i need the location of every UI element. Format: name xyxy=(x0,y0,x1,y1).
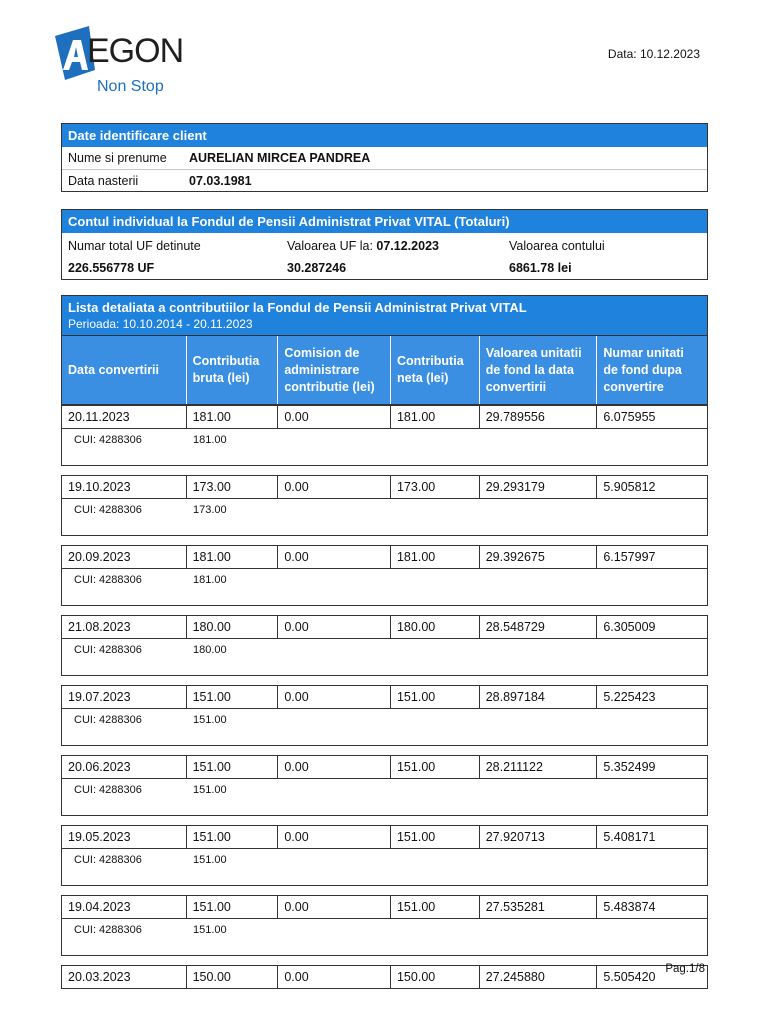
row-date: 20.03.2023 xyxy=(68,970,131,984)
table-row xyxy=(61,965,708,989)
contributions-list-header xyxy=(61,295,708,335)
total-units-value: 226.556778 UF xyxy=(68,261,155,275)
client-name-label: Nume si prenume xyxy=(68,151,167,165)
cui-row xyxy=(61,849,708,886)
cui-code: CUI: 4288306 xyxy=(74,434,142,446)
table-row xyxy=(61,685,708,709)
table-row xyxy=(61,405,708,429)
client-identification-box xyxy=(61,123,708,192)
cui-code: CUI: 4288306 xyxy=(74,574,142,586)
cui-amount: 181.00 xyxy=(193,574,227,586)
row-date: 19.04.2023 xyxy=(68,900,131,914)
cui-amount: 151.00 xyxy=(193,854,227,866)
row-gross: 180.00 xyxy=(186,616,278,638)
row-fee: 0.00 xyxy=(277,966,390,988)
cui-row xyxy=(61,919,708,956)
client-dob-label: Data nasterii xyxy=(68,173,139,188)
cui-row xyxy=(61,779,708,816)
row-date: 19.10.2023 xyxy=(68,480,131,494)
row-gross: 150.00 xyxy=(186,966,278,988)
row-units: 5.905812 xyxy=(596,476,707,498)
cui-code: CUI: 4288306 xyxy=(74,924,142,936)
row-units: 5.483874 xyxy=(596,896,707,918)
row-net: 151.00 xyxy=(390,826,479,848)
totals-grid xyxy=(62,233,707,279)
cui-row xyxy=(61,639,708,676)
aegon-logo xyxy=(55,26,205,100)
row-unit-value: 28.897184 xyxy=(479,686,597,708)
client-box-title: Date identificare client xyxy=(62,124,707,147)
row-fee: 0.00 xyxy=(277,756,390,778)
column-header-fee: Comision de administrare contributie (lei) xyxy=(277,336,390,404)
contributions-list-title: Lista detaliata a contributiilor la Fondul de Pensii Administrat Privat VITAL xyxy=(68,300,527,315)
row-units: 6.075955 xyxy=(596,406,707,428)
row-units: 5.225423 xyxy=(596,686,707,708)
row-net: 151.00 xyxy=(390,896,479,918)
row-gross: 151.00 xyxy=(186,896,278,918)
row-net: 181.00 xyxy=(390,406,479,428)
row-fee: 0.00 xyxy=(277,476,390,498)
row-net: 151.00 xyxy=(390,686,479,708)
unit-value-label-text: Valoarea UF la: xyxy=(287,239,377,253)
row-unit-value: 27.920713 xyxy=(479,826,597,848)
cui-row xyxy=(61,709,708,746)
table-header-row xyxy=(61,335,708,405)
row-net: 181.00 xyxy=(390,546,479,568)
column-header-date: Data convertirii xyxy=(68,362,160,377)
table-row xyxy=(61,755,708,779)
row-units: 6.157997 xyxy=(596,546,707,568)
cui-row xyxy=(61,429,708,466)
row-gross: 151.00 xyxy=(186,756,278,778)
row-date: 19.07.2023 xyxy=(68,690,131,704)
logo-tagline: Non Stop xyxy=(97,78,164,95)
cui-amount: 151.00 xyxy=(193,784,227,796)
totals-box-title: Contul individual la Fondul de Pensii Administrat Privat VITAL (Totaluri) xyxy=(62,210,707,233)
unit-value-date: 07.12.2023 xyxy=(376,239,439,253)
row-gross: 151.00 xyxy=(186,686,278,708)
row-date: 21.08.2023 xyxy=(68,620,131,634)
row-date: 19.05.2023 xyxy=(68,830,131,844)
unit-value-label xyxy=(287,235,509,257)
page-number: Pag.1/8 xyxy=(665,963,705,975)
row-gross: 173.00 xyxy=(186,476,278,498)
cui-amount: 180.00 xyxy=(193,644,227,656)
cui-code: CUI: 4288306 xyxy=(74,854,142,866)
row-unit-value: 28.211122 xyxy=(479,756,597,778)
row-date: 20.11.2023 xyxy=(68,410,130,424)
row-date: 20.06.2023 xyxy=(68,760,131,774)
account-value-col xyxy=(509,235,605,279)
row-fee: 0.00 xyxy=(277,826,390,848)
row-unit-value: 28.548729 xyxy=(479,616,597,638)
table-row xyxy=(61,615,708,639)
row-fee: 0.00 xyxy=(277,546,390,568)
contributions-list xyxy=(61,295,708,989)
table-row xyxy=(61,825,708,849)
client-dob-row xyxy=(62,169,707,191)
row-units: 5.352499 xyxy=(596,756,707,778)
cui-row xyxy=(61,569,708,606)
row-gross: 151.00 xyxy=(186,826,278,848)
cui-code: CUI: 4288306 xyxy=(74,784,142,796)
table-row xyxy=(61,545,708,569)
row-fee: 0.00 xyxy=(277,896,390,918)
document-date: Data: 10.12.2023 xyxy=(607,47,700,61)
account-totals-box xyxy=(61,209,708,280)
row-date: 20.09.2023 xyxy=(68,550,131,564)
row-net: 180.00 xyxy=(390,616,479,638)
total-units-label: Numar total UF detinute xyxy=(68,239,201,253)
client-dob-value: 07.03.1981 xyxy=(189,173,252,188)
row-fee: 0.00 xyxy=(277,686,390,708)
cui-amount: 151.00 xyxy=(193,924,227,936)
table-row xyxy=(61,895,708,919)
row-gross: 181.00 xyxy=(186,406,278,428)
row-unit-value: 27.245880 xyxy=(479,966,597,988)
cui-code: CUI: 4288306 xyxy=(74,504,142,516)
unit-value-col xyxy=(287,235,509,279)
account-value-label: Valoarea contului xyxy=(509,239,605,253)
row-unit-value: 29.789556 xyxy=(479,406,597,428)
contributions-period: Perioada: 10.10.2014 - 20.11.2023 xyxy=(68,317,253,331)
row-net: 150.00 xyxy=(390,966,479,988)
table-body xyxy=(61,405,708,989)
cui-code: CUI: 4288306 xyxy=(74,714,142,726)
row-net: 151.00 xyxy=(390,756,479,778)
row-gross: 181.00 xyxy=(186,546,278,568)
cui-amount: 173.00 xyxy=(193,504,227,516)
row-units: 5.408171 xyxy=(596,826,707,848)
row-unit-value: 27.535281 xyxy=(479,896,597,918)
row-unit-value: 29.392675 xyxy=(479,546,597,568)
logo-wordmark: EGON xyxy=(87,32,184,70)
row-unit-value: 29.293179 xyxy=(479,476,597,498)
table-row xyxy=(61,475,708,499)
row-net: 173.00 xyxy=(390,476,479,498)
cui-code: CUI: 4288306 xyxy=(74,644,142,656)
unit-value-value: 30.287246 xyxy=(287,261,347,275)
account-value-value: 6861.78 lei xyxy=(509,261,572,275)
column-header-unit-value: Valoarea unitatii de fond la data convertirii xyxy=(479,336,597,404)
row-fee: 0.00 xyxy=(277,616,390,638)
client-name-value: AURELIAN MIRCEA PANDREA xyxy=(189,151,371,165)
cui-row xyxy=(61,499,708,536)
column-header-units: Numar unitati de fond dupa convertire xyxy=(596,336,707,404)
column-header-gross: Contributia bruta (lei) xyxy=(186,336,278,404)
column-header-net: Contributia neta (lei) xyxy=(390,336,479,404)
cui-amount: 151.00 xyxy=(193,714,227,726)
total-units-col xyxy=(68,235,287,279)
row-units: 5.505420 xyxy=(596,966,707,988)
row-fee: 0.00 xyxy=(277,406,390,428)
cui-amount: 181.00 xyxy=(193,434,227,446)
client-name-row xyxy=(62,147,707,169)
row-units: 6.305009 xyxy=(596,616,707,638)
